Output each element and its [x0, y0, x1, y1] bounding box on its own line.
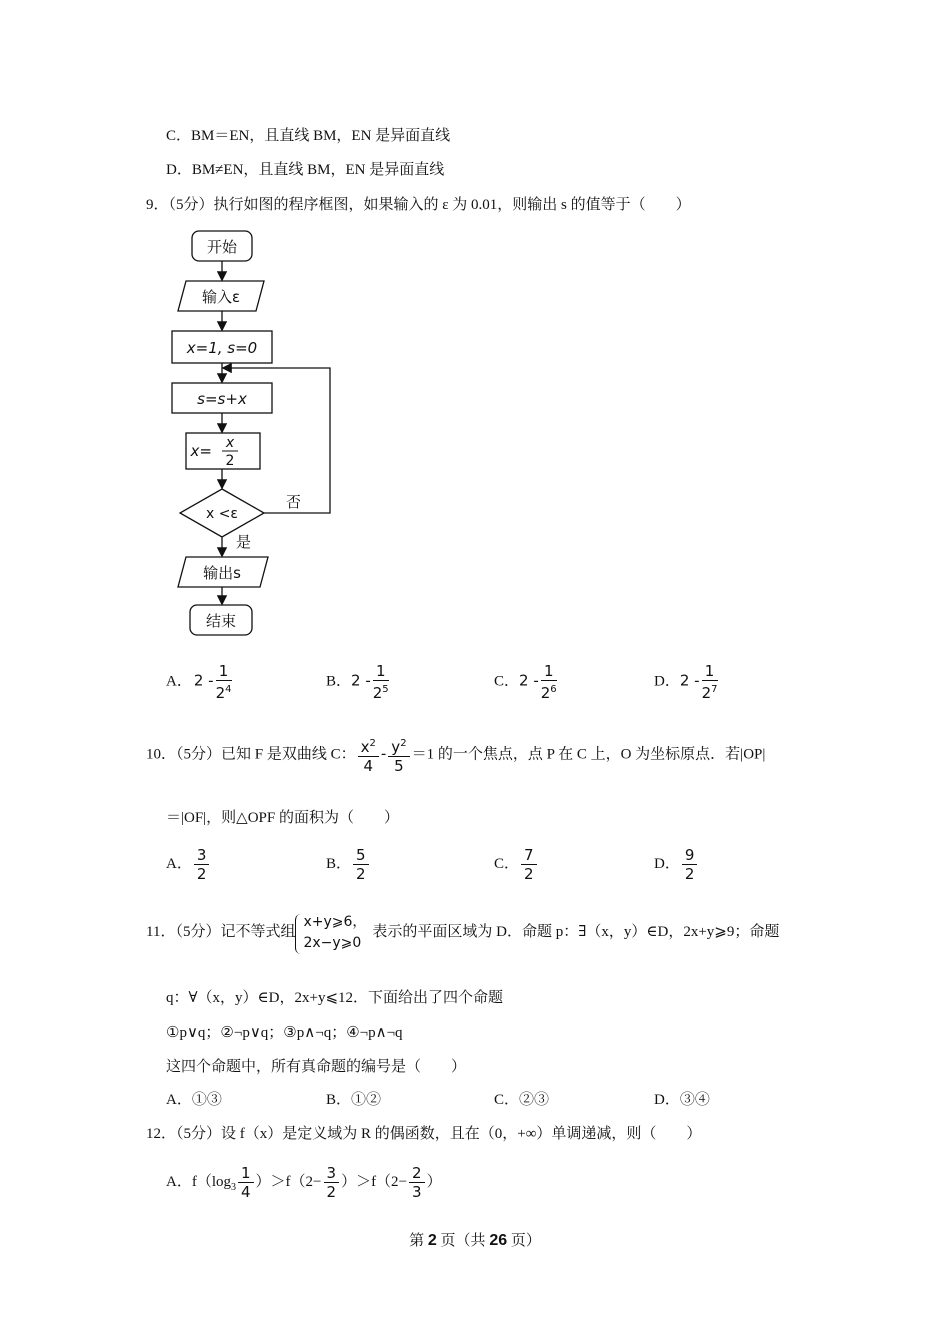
- q11-option-d: D．③④: [654, 1092, 710, 1108]
- q10-option-d: D． $\frac{9}{2}$: [654, 846, 699, 883]
- q10-option-a: A． $\frac{3}{2}$: [166, 846, 211, 883]
- q9-option-d: D．2 - $\frac{1}{2^7}$: [654, 662, 718, 702]
- q9-option-b: B．2 - $\frac{1}{2^5}$: [326, 662, 389, 702]
- page-footer: 第 2 页（共 26 页）: [409, 1232, 541, 1249]
- flow-no-label: 否: [286, 493, 302, 511]
- q11-option-a: A．①③: [166, 1092, 222, 1108]
- flow-yes-label: 是: [236, 533, 252, 551]
- q9-option-c: C．2 - $\frac{1}{2^6}$: [494, 662, 557, 702]
- q9-option-a: A． 2 - $\frac{1}{2^4}$: [166, 662, 232, 702]
- q10-option-b: B． $\frac{5}{2}$: [326, 846, 371, 883]
- q11-option-c: C．②③: [494, 1092, 550, 1108]
- q10-stem: 10．（5分）已知 F 是双曲线 C： $\frac{x^2}{4}$ - $\frac{y^2}{5}$ ＝1 的一个焦点，点 P 在 C 上，O 为坐标原点．若|OP|: [146, 735, 765, 775]
- q9-stem: 9．（5分）执行如图的程序框图，如果输入的 ε 为 0.01，则输出 s 的值等于（ ）: [146, 197, 691, 213]
- flow-condition-label: x <ε: [205, 506, 239, 522]
- inequality-system: x+y⩾6， 2x−y⩾0: [295, 912, 366, 954]
- q10-option-c: C． $\frac{7}{2}$: [494, 846, 539, 883]
- flow-step2-lhs: x=: [190, 442, 212, 460]
- q8-option-d: D．BM≠EN，且直线 BM，EN 是异面直线: [166, 162, 445, 178]
- q12-stem: 12．（5分）设 f（x）是定义域为 R 的偶函数，且在（0，+∞）单调递减，则（ ）: [146, 1126, 702, 1142]
- q11-stem: 11．（5分）记不等式组 x+y⩾6， 2x−y⩾0 表示的平面区域为 D．命题 p：∃（x，y）∈D，2x+y⩾9；命题: [146, 910, 779, 954]
- flow-start-label: 开始: [206, 238, 238, 256]
- q8-option-c: C．BM＝EN，且直线 BM，EN 是异面直线: [166, 128, 451, 144]
- q11-propositions: ①p∨q；②¬p∨q；③p∧¬q；④¬p∧¬q: [166, 1025, 403, 1041]
- q12-option-a: A．$f(\log_3$ $\frac{1}{4}$ ）＞f（2− $\frac{3}{2}$ ）＞f（2− $\frac{2}{3}$ ）: [166, 1164, 442, 1202]
- q11-stem-line2: q：∀（x，y）∈D，2x+y⩽12．下面给出了四个命题: [166, 990, 504, 1006]
- q10-stem-line2: ＝|OF|，则△OPF 的面积为（ ）: [166, 810, 399, 826]
- page-number: 2: [427, 1232, 437, 1249]
- q11-question: 这四个命题中，所有真命题的编号是（ ）: [166, 1059, 467, 1075]
- flow-end-label: 结束: [205, 612, 237, 630]
- flow-input-label: 输入ε: [201, 288, 241, 306]
- flow-step2-den: 2: [225, 453, 235, 469]
- flow-step2-num: x: [225, 435, 235, 451]
- flow-init-label: x=1, s=0: [186, 339, 258, 357]
- flow-output-label: 输出s: [203, 564, 241, 582]
- page-total: 26: [489, 1232, 508, 1249]
- q11-option-b: B．①②: [326, 1092, 382, 1108]
- q9-flowchart: [160, 225, 360, 645]
- flow-step1-label: s=s+x: [197, 390, 247, 408]
